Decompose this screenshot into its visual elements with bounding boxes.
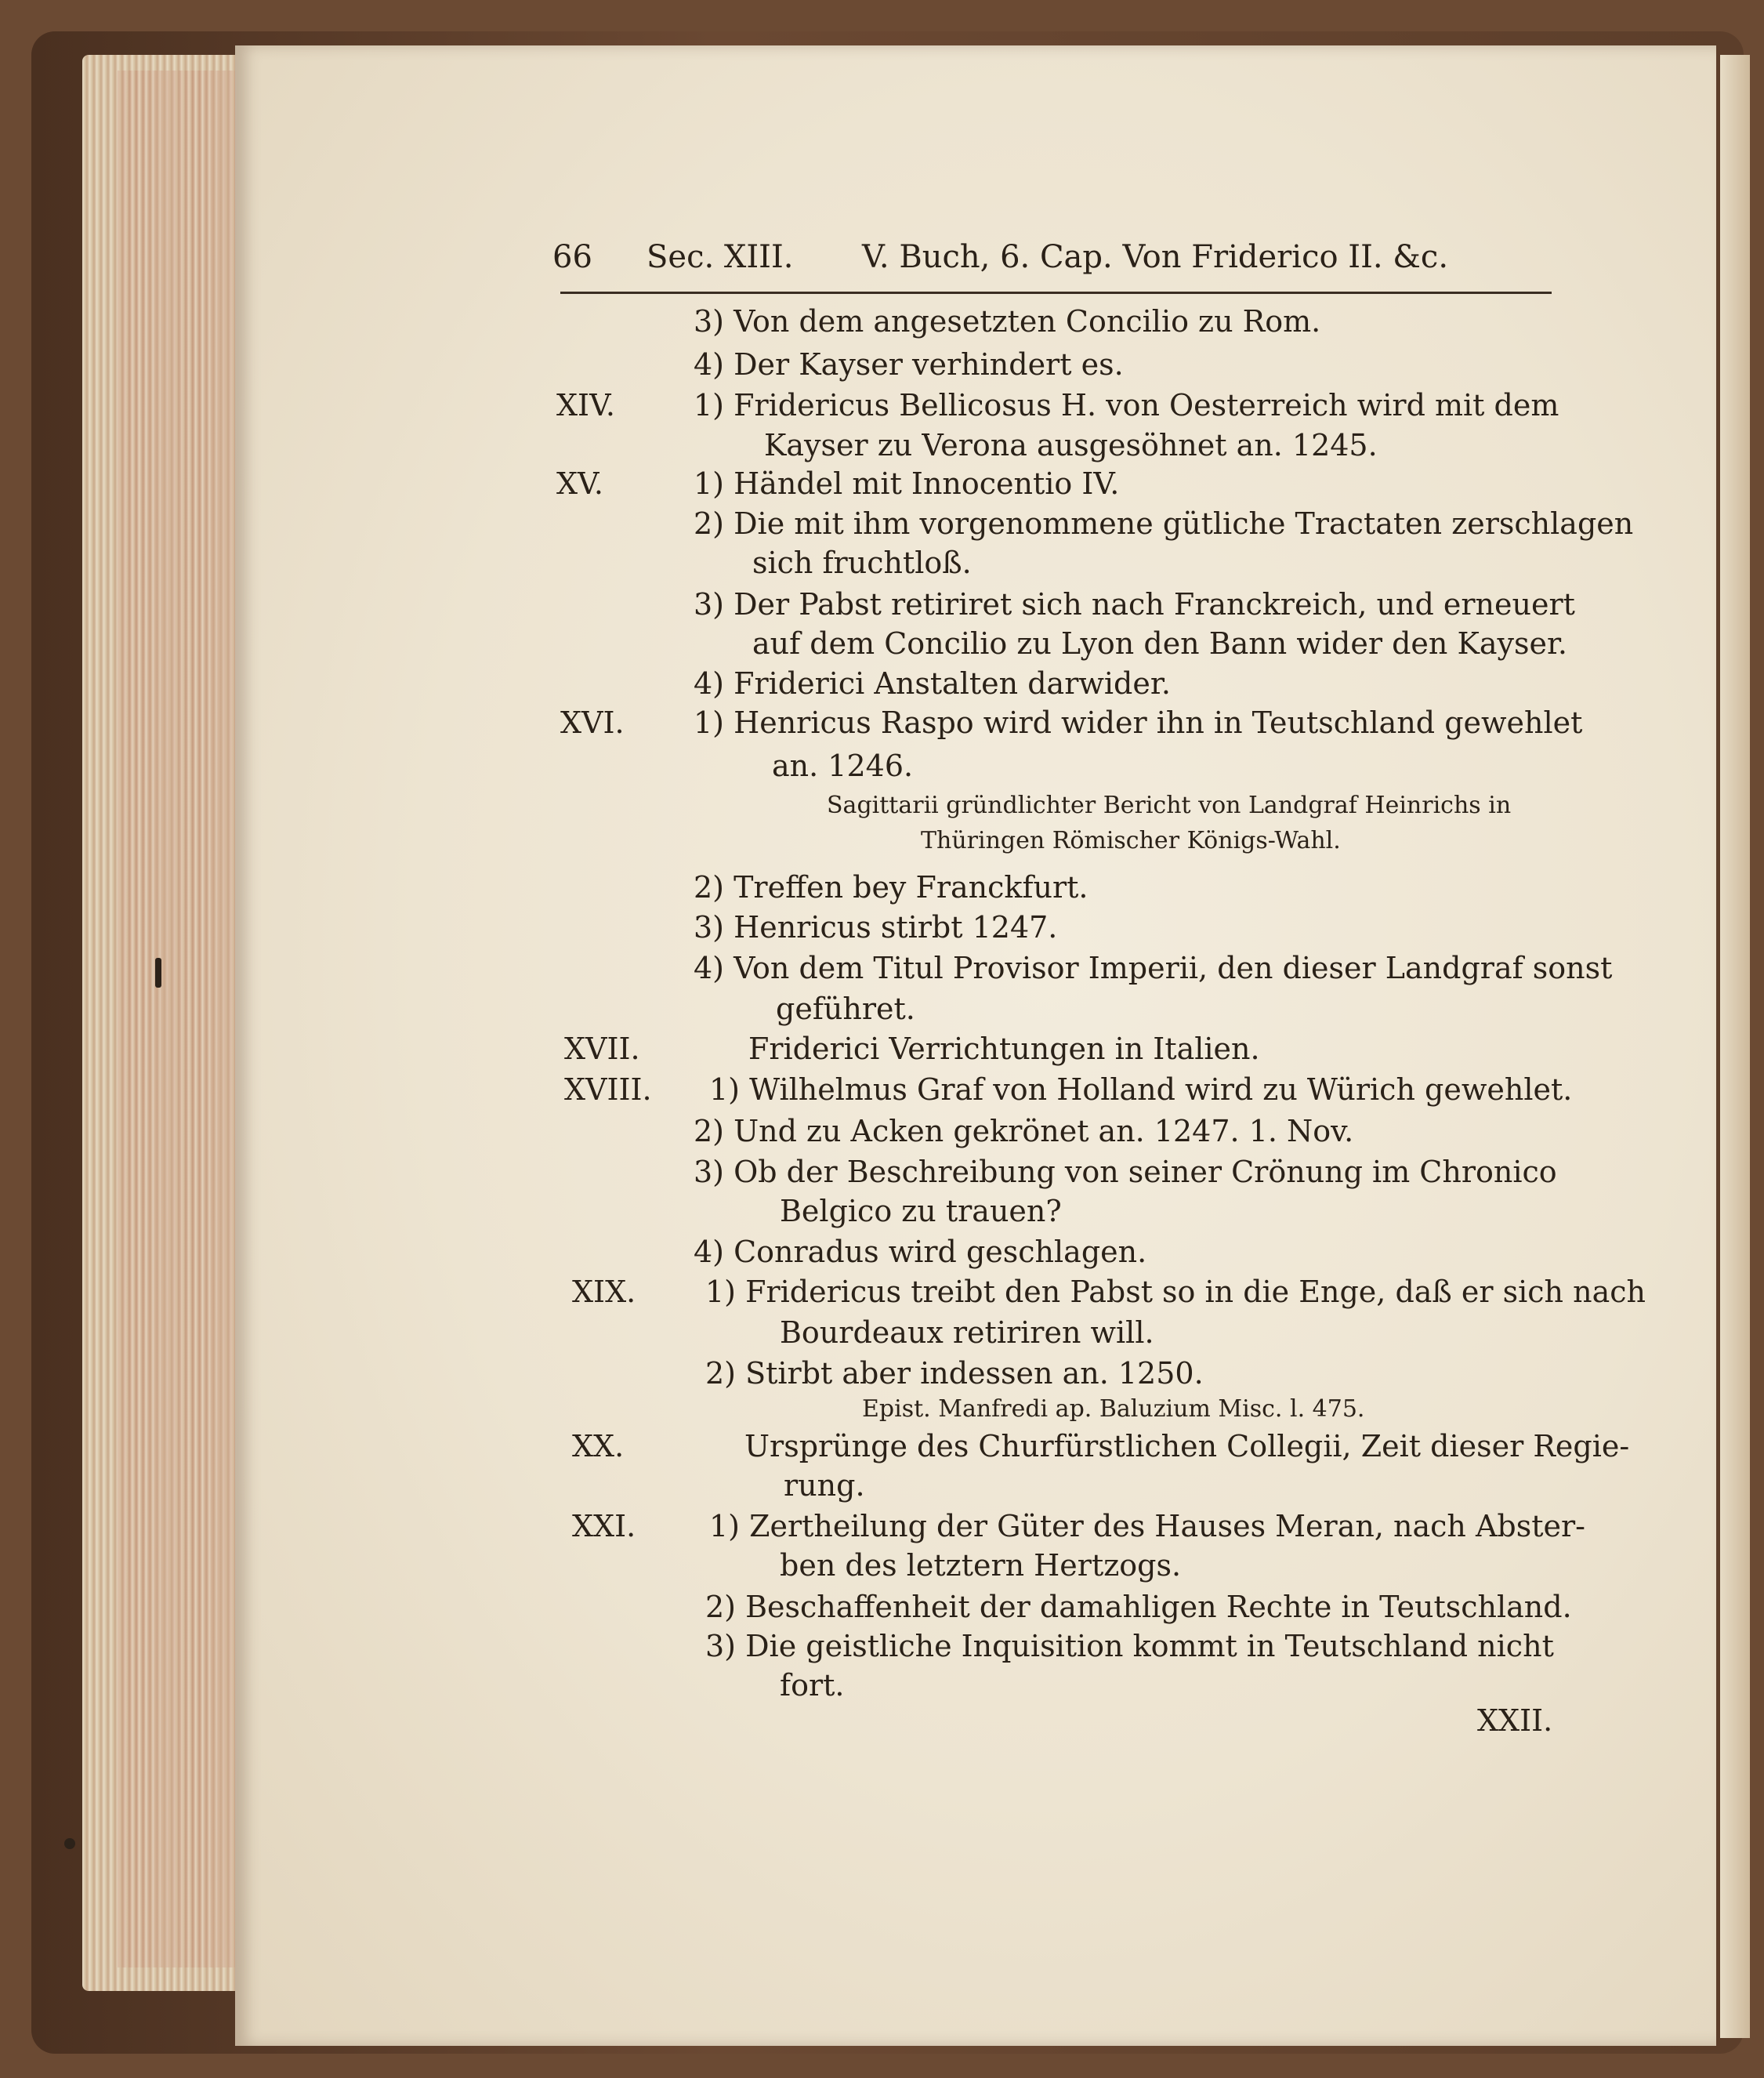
- entry-line: 1) Wilhelmus Graf von Holland wird zu Würich gewehlet.: [709, 1072, 1573, 1107]
- facing-page-edge: [1720, 55, 1750, 2038]
- section-numeral: XX.: [572, 1429, 625, 1463]
- entry-line: rung.: [784, 1468, 865, 1503]
- entry-line: Bourdeaux retiriren will.: [780, 1315, 1154, 1350]
- entry-line: 1) Händel mit Innocentio IV.: [694, 466, 1120, 501]
- section-numeral: XIV.: [556, 388, 615, 422]
- entry-line: 1) Henricus Raspo wird wider ihn in Teutschland gewehlet: [694, 705, 1583, 740]
- entry-line: 3) Der Pabst retiriret sich nach Franckreich, und erneuert: [694, 587, 1575, 622]
- entry-line: 3) Henricus stirbt 1247.: [694, 910, 1058, 945]
- entry-line: 2) Beschaffenheit der damahligen Rechte in Teutschland.: [705, 1590, 1572, 1624]
- entry-line: 2) Die mit ihm vorgenommene gütliche Tractaten zerschlagen: [694, 506, 1634, 541]
- entry-line: 3) Von dem angesetzten Concilio zu Rom.: [694, 304, 1321, 339]
- section-numeral: XIX.: [572, 1275, 636, 1309]
- page-edges-tint: [118, 71, 243, 1967]
- catchword: XXII.: [1477, 1703, 1553, 1738]
- ink-mark: [155, 958, 161, 988]
- entry-line: geführet.: [776, 992, 915, 1026]
- section-numeral: XV.: [556, 466, 603, 501]
- entry-line: an. 1246.: [772, 749, 914, 783]
- entry-line: Kayser zu Verona ausgesöhnet an. 1245.: [764, 428, 1378, 462]
- header-rule: [560, 292, 1552, 294]
- section-label: Sec. XIII.: [647, 239, 794, 275]
- entry-line: 3) Die geistliche Inquisition kommt in Teutschland nicht: [705, 1629, 1554, 1663]
- entry-line: 1) Zertheilung der Güter des Hauses Meran, nach Abster-: [709, 1509, 1585, 1543]
- reference-note: Thüringen Römischer Königs-Wahl.: [921, 827, 1341, 854]
- ink-dot: [64, 1838, 75, 1849]
- section-numeral: XVI.: [560, 705, 625, 740]
- entry-line: Belgico zu trauen?: [780, 1194, 1062, 1228]
- entry-line: sich fruchtloß.: [752, 546, 972, 580]
- entry-line: 2) Treffen bey Franckfurt.: [694, 870, 1088, 905]
- entry-line: 4) Conradus wird geschlagen.: [694, 1235, 1147, 1269]
- running-title: V. Buch, 6. Cap. Von Friderico II. &c.: [862, 239, 1449, 275]
- entry-line: 3) Ob der Beschreibung von seiner Crönung im Chronico: [694, 1155, 1557, 1189]
- entry-line: 4) Der Kayser verhindert es.: [694, 347, 1124, 382]
- entry-line: ben des letztern Hertzogs.: [780, 1548, 1182, 1583]
- reference-note: Sagittarii gründlichter Bericht von Landgraf Heinrichs in: [827, 792, 1512, 819]
- entry-line: Ursprünge des Churfürstlichen Collegii, Zeit dieser Regie-: [744, 1429, 1630, 1463]
- entry-line: 2) Stirbt aber indessen an. 1250.: [705, 1356, 1204, 1391]
- entry-line: 4) Friderici Anstalten darwider.: [694, 666, 1171, 701]
- reference-note: Epist. Manfredi ap. Baluzium Misc. l. 475.: [862, 1395, 1365, 1423]
- section-numeral: XVIII.: [564, 1072, 652, 1107]
- entry-line: 1) Fridericus treibt den Pabst so in die Enge, daß er sich nach: [705, 1275, 1646, 1309]
- entry-line: Friderici Verrichtungen in Italien.: [748, 1032, 1260, 1066]
- entry-line: fort.: [780, 1668, 845, 1703]
- entry-line: 2) Und zu Acken gekrönet an. 1247. 1. Nov.: [694, 1114, 1354, 1148]
- section-numeral: XVII.: [564, 1032, 640, 1066]
- entry-line: 1) Fridericus Bellicosus H. von Oesterreich wird mit dem: [694, 388, 1559, 422]
- page-number: 66: [552, 239, 592, 275]
- entry-line: auf dem Concilio zu Lyon den Bann wider den Kayser.: [752, 626, 1568, 661]
- entry-line: 4) Von dem Titul Provisor Imperii, den dieser Landgraf sonst: [694, 951, 1613, 985]
- section-numeral: XXI.: [572, 1509, 636, 1543]
